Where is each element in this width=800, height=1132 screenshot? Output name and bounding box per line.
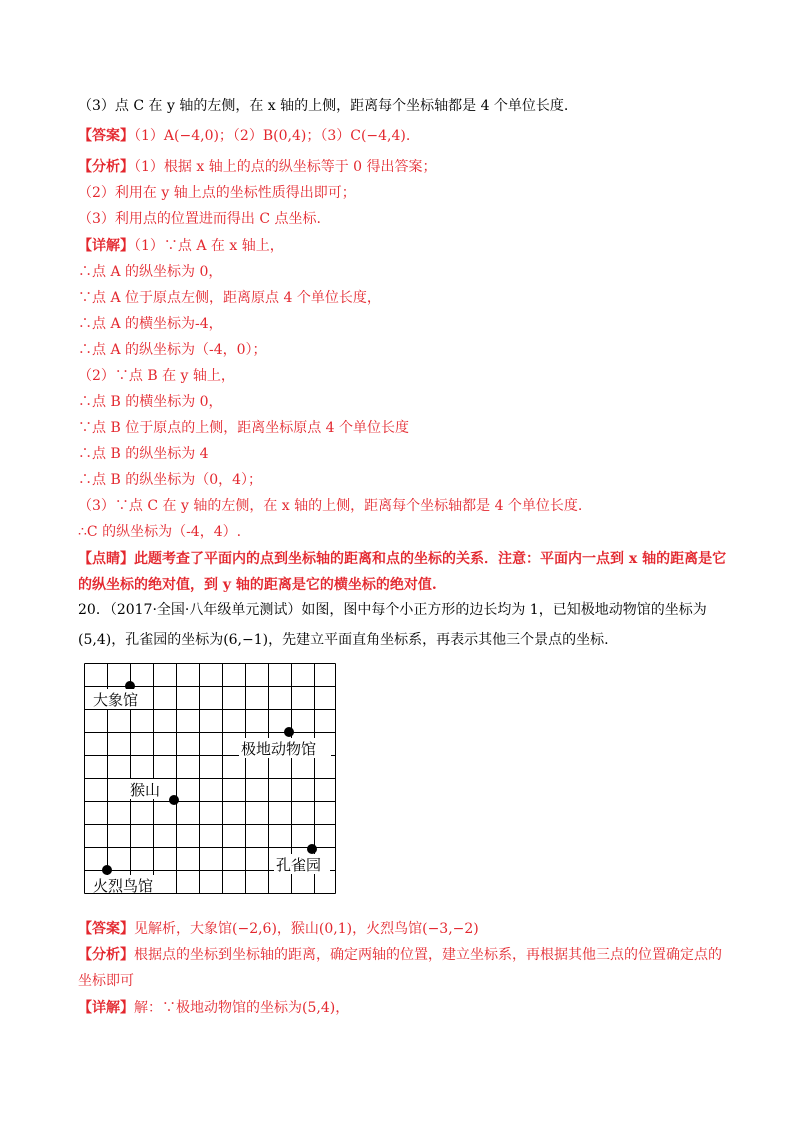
monkey-dot (169, 795, 179, 805)
analysis2-line-2: 坐标即可 (78, 973, 134, 989)
detail-tag: 【详解】 (78, 238, 134, 254)
analysis-line-3: （3）利用点的位置进而得出 C 点坐标. (78, 211, 321, 227)
monkey-label: 猴山 (130, 781, 161, 799)
detail2-tag: 【详解】 (78, 1000, 134, 1016)
point-line-2: 的纵坐标的绝对值，到 y 轴的距离是它的横坐标的绝对值. (78, 577, 437, 593)
detail-line-4: ∴点 A 的横坐标为-4， (78, 316, 223, 332)
detail-line-6: （2）∵点 B 在 y 轴上， (78, 368, 235, 384)
analysis-tag: 【分析】 (78, 159, 134, 175)
elephant-label: 大象馆 (93, 691, 139, 709)
answer2-line: 【答案】见解析，大象馆(−2,6)，猴山(0,1)，火烈鸟馆(−3,−2) (78, 921, 479, 937)
detail-line-11: （3）∵点 C 在 y 轴的左侧，在 x 轴的上侧，距离每个坐标轴都是 4 个单位长度. (78, 498, 583, 514)
answer2-tag: 【答案】 (78, 921, 134, 937)
detail-line-9: ∴点 B 的纵坐标为 4 (78, 446, 209, 462)
detail-line-12: ∴C 的纵坐标为（-4，4）. (78, 524, 242, 540)
answer-tag: 【答案】 (78, 128, 134, 144)
grid-svg (84, 663, 336, 894)
zoo-map-grid (84, 663, 336, 894)
detail-line-10: ∴点 B 的纵坐标为（0，4）； (78, 472, 263, 488)
q19-part3: （3）点 C 在 y 轴的左侧，在 x 轴的上侧，距离每个坐标轴都是 4 个单位长度. (78, 98, 569, 114)
flamingo-label: 火烈鸟馆 (93, 877, 154, 894)
analysis-line-1: 【分析】（1）根据 x 轴上的点的纵坐标等于 0 得出答案； (78, 159, 437, 175)
polar-dot (284, 727, 294, 737)
point-tag: 【点睛】 (78, 551, 134, 567)
detail-line-7: ∴点 B 的横坐标为 0， (78, 394, 223, 410)
analysis2-tag: 【分析】 (78, 947, 134, 963)
flamingo-dot (102, 865, 112, 875)
detail-line-2: ∴点 A 的纵坐标为 0， (78, 264, 223, 280)
detail-line-8: ∵点 B 位于原点的上侧，距离坐标原点 4 个单位长度 (78, 420, 409, 436)
question-20-line-1: 20．（2017·全国·八年级单元测试）如图，图中每个小正方形的边长均为 1，已知极地动物馆的坐标为 (78, 602, 707, 618)
detail-line-5: ∴点 A 的纵坐标为（-4，0）； (78, 342, 267, 358)
peacock-label: 孔雀园 (276, 856, 322, 874)
point-line-1: 【点睛】此题考查了平面内的点到坐标轴的距离和点的坐标的关系．注意：平面内一点到 x 轴的距离是它 (78, 551, 727, 567)
question-20-line-2: (5,4)，孔雀园的坐标为(6,−1)，先建立平面直角坐标系，再表示其他三个景点的坐标. (78, 632, 609, 648)
detail-line-3: ∵点 A 位于原点左侧，距离原点 4 个单位长度， (78, 290, 381, 306)
peacock-dot (307, 844, 317, 854)
polar-label: 极地动物馆 (241, 740, 317, 758)
analysis-line-2: （2）利用在 y 轴上点的坐标性质得出即可； (78, 185, 356, 201)
answer-line (78, 126, 410, 146)
detail2-line-1: 【详解】解：∵极地动物馆的坐标为(5,4)， (78, 1000, 350, 1016)
detail-line-1: 【详解】（1）∵点 A 在 x 轴上， (78, 238, 284, 254)
answer-text: （1）A(−4,0)；（2）B(0,4)；（3）C(−4,4). (134, 128, 411, 144)
analysis2-line-1: 【分析】根据点的坐标到坐标轴的距离，确定两轴的位置，建立坐标系，再根据其他三点的位置确定点的 (78, 947, 722, 963)
